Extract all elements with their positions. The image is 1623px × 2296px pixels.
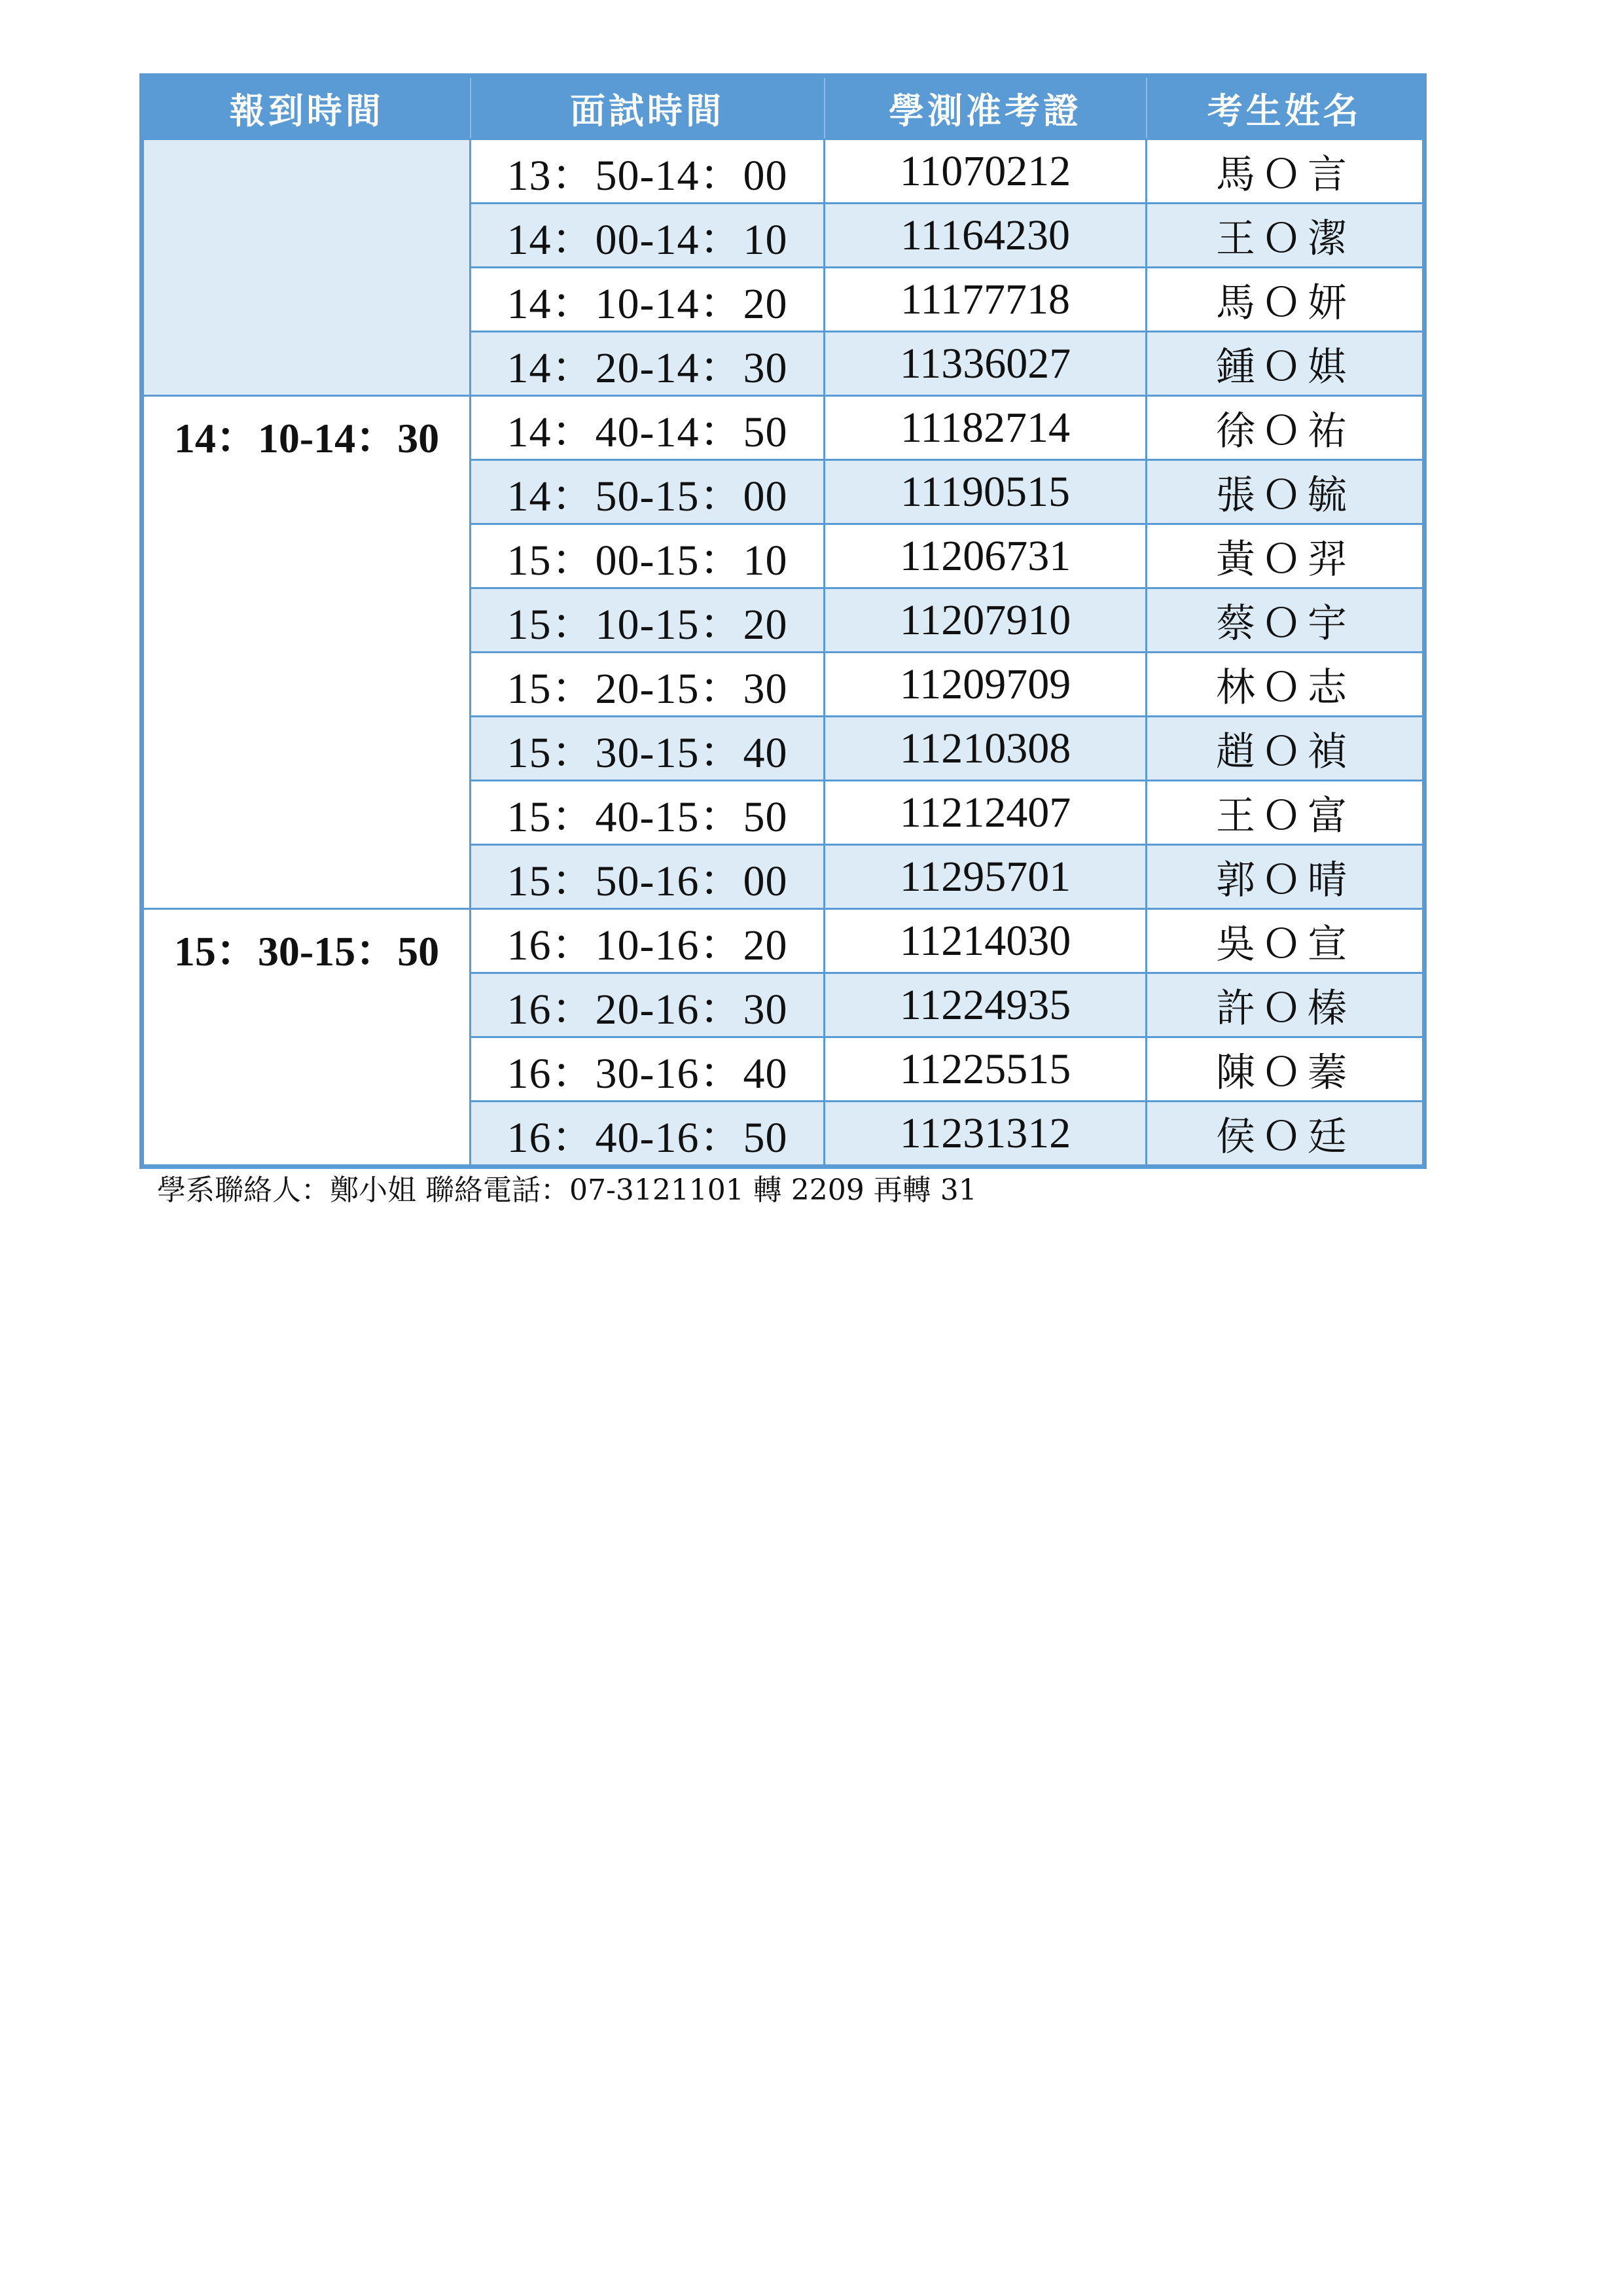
- header-row: [142, 76, 1425, 139]
- header-candidate-name: 考生姓名: [1147, 76, 1425, 139]
- interview-time-cell: 14：20-14：30: [471, 332, 825, 396]
- exam-id-cell: 11177718: [825, 268, 1147, 332]
- interview-time-cell: 14：40-14：50: [471, 396, 825, 460]
- interview-schedule-table: [139, 73, 1427, 1169]
- candidate-name-cell: 徐Ｏ祐: [1147, 396, 1425, 460]
- exam-id-cell: 11190515: [825, 460, 1147, 524]
- interview-time-cell: 16：30-16：40: [471, 1037, 825, 1102]
- interview-time-cell: 16：20-16：30: [471, 973, 825, 1037]
- interview-time-cell: 14：00-14：10: [471, 204, 825, 268]
- exam-id-cell: 11209709: [825, 653, 1147, 717]
- exam-id-cell: 11336027: [825, 332, 1147, 396]
- interview-time-cell: 14：10-14：20: [471, 268, 825, 332]
- interview-time-cell: 15：30-15：40: [471, 717, 825, 781]
- exam-id-cell: 11070212: [825, 139, 1147, 204]
- interview-time-cell: 15：20-15：30: [471, 653, 825, 717]
- candidate-name-cell: 陳Ｏ蓁: [1147, 1037, 1425, 1102]
- contact-note: 學系聯絡人：鄭小姐 聯絡電話：07-3121101 轉 2209 再轉 31: [157, 1174, 977, 1207]
- interview-time-cell: 16：10-16：20: [471, 909, 825, 973]
- header-exam-id: 學測准考證: [825, 76, 1147, 139]
- interview-time-cell: 15：50-16：00: [471, 845, 825, 909]
- exam-id-cell: 11224935: [825, 973, 1147, 1037]
- exam-id-cell: 11210308: [825, 717, 1147, 781]
- header-interview-time: 面試時間: [471, 76, 825, 139]
- exam-id-cell: 11231312: [825, 1102, 1147, 1167]
- table-row: [142, 139, 1425, 204]
- interview-time-cell: 13：50-14：00: [471, 139, 825, 204]
- report-time-cell: 14：10-14：30: [142, 396, 471, 909]
- candidate-name-cell: 王Ｏ富: [1147, 781, 1425, 845]
- candidate-name-cell: 馬Ｏ言: [1147, 139, 1425, 204]
- schedule-body: [142, 139, 1425, 1167]
- candidate-name-cell: 趙Ｏ禎: [1147, 717, 1425, 781]
- candidate-name-cell: 馬Ｏ妍: [1147, 268, 1425, 332]
- exam-id-cell: 11214030: [825, 909, 1147, 973]
- schedule-sheet: [139, 73, 1422, 1169]
- candidate-name-cell: 蔡Ｏ宇: [1147, 588, 1425, 653]
- interview-time-cell: 15：40-15：50: [471, 781, 825, 845]
- exam-id-cell: 11182714: [825, 396, 1147, 460]
- exam-id-cell: 11164230: [825, 204, 1147, 268]
- exam-id-cell: 11206731: [825, 524, 1147, 588]
- candidate-name-cell: 郭Ｏ晴: [1147, 845, 1425, 909]
- candidate-name-cell: 侯Ｏ廷: [1147, 1102, 1425, 1167]
- candidate-name-cell: 鍾Ｏ娸: [1147, 332, 1425, 396]
- candidate-name-cell: 王Ｏ潔: [1147, 204, 1425, 268]
- table-row: [142, 396, 1425, 460]
- table-row: [142, 909, 1425, 973]
- header-report-time: 報到時間: [142, 76, 471, 139]
- report-time-cell: 15：30-15：50: [142, 909, 471, 1167]
- candidate-name-cell: 林Ｏ志: [1147, 653, 1425, 717]
- interview-time-cell: 14：50-15：00: [471, 460, 825, 524]
- candidate-name-cell: 黃Ｏ羿: [1147, 524, 1425, 588]
- interview-time-cell: 16：40-16：50: [471, 1102, 825, 1167]
- interview-time-cell: 15：10-15：20: [471, 588, 825, 653]
- interview-time-cell: 15：00-15：10: [471, 524, 825, 588]
- report-time-cell: [142, 139, 471, 396]
- exam-id-cell: 11212407: [825, 781, 1147, 845]
- exam-id-cell: 11207910: [825, 588, 1147, 653]
- candidate-name-cell: 張Ｏ毓: [1147, 460, 1425, 524]
- candidate-name-cell: 許Ｏ榛: [1147, 973, 1425, 1037]
- candidate-name-cell: 吳Ｏ宣: [1147, 909, 1425, 973]
- exam-id-cell: 11225515: [825, 1037, 1147, 1102]
- exam-id-cell: 11295701: [825, 845, 1147, 909]
